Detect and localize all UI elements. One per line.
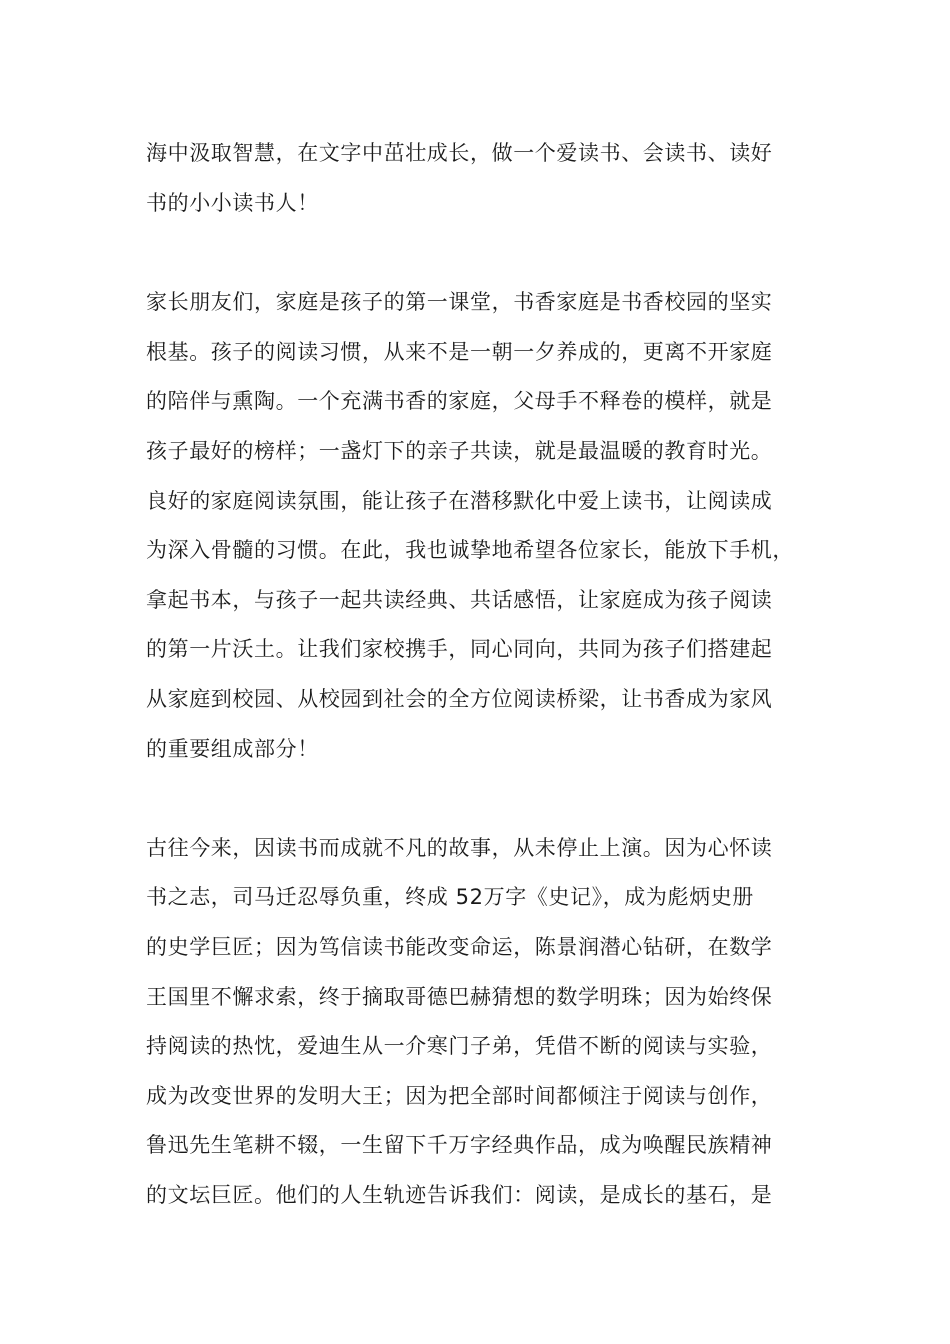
text-line: 持阅读的热忱，爱迪生从一介寒门子弟，凭借不断的阅读与实验， [146,1034,773,1058]
text-line: 良好的家庭阅读氛围，能让孩子在潜移默化中爱上读书，让阅读成 [146,489,773,513]
text-line: 成为改变世界的发明大王；因为把全部时间都倾注于阅读与创作， [146,1084,773,1108]
text-line: 的文坛巨匠。他们的人生轨迹告诉我们：阅读，是成长的基石，是 [146,1183,773,1207]
text-line: 的第一片沃土。让我们家校携手，同心同向，共同为孩子们搭建起 [146,637,773,661]
text-line: 根基。孩子的阅读习惯，从来不是一朝一夕养成的，更离不开家庭 [146,340,773,364]
text-line: 拿起书本，与孩子一起共读经典、共话感悟，让家庭成为孩子阅读 [146,588,773,612]
text-line: 古往今来，因读书而成就不凡的故事，从未停止上演。因为心怀读 [146,836,773,860]
text-line: 书的小小读书人！ [146,191,319,215]
text-line: 为深入骨髓的习惯。在此，我也诚挚地希望各位家长，能放下手机， [146,538,794,562]
text-line: 书之志，司马迁忍辱负重，终成 52万字《史记》，成为彪炳史册 [146,885,754,909]
text-line: 的重要组成部分！ [146,737,319,761]
text-line: 王国里不懈求索，终于摘取哥德巴赫猜想的数学明珠；因为始终保 [146,985,773,1009]
text-line: 孩子最好的榜样；一盏灯下的亲子共读，就是最温暖的教育时光。 [146,439,773,463]
text-line: 的史学巨匠；因为笃信读书能改变命运，陈景润潜心钻研，在数学 [146,935,773,959]
text-line: 家长朋友们，家庭是孩子的第一课堂，书香家庭是书香校园的坚实 [146,290,773,314]
text-line: 海中汲取智慧，在文字中茁壮成长，做一个爱读书、会读书、读好 [146,141,773,165]
text-line: 鲁迅先生笔耕不辍，一生留下千万字经典作品，成为唤醒民族精神 [146,1133,773,1157]
text-line: 的陪伴与熏陶。一个充满书香的家庭，父母手不释卷的模样，就是 [146,389,773,413]
text-line: 从家庭到校园、从校园到社会的全方位阅读桥梁，让书香成为家风 [146,687,773,711]
